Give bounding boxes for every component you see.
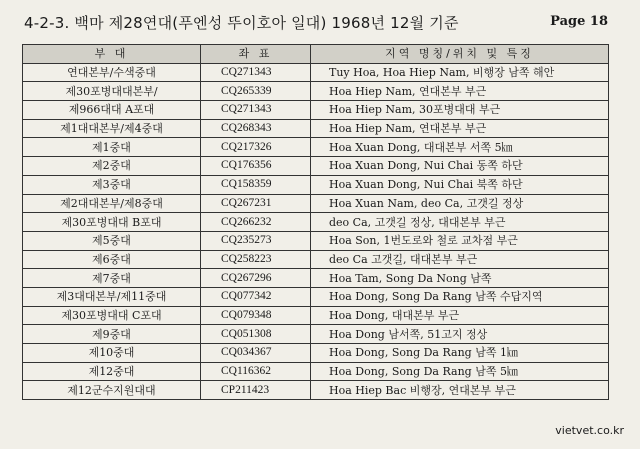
cell-location: Hoa Xuan Nam, deo Ca, 고갯길 정상	[311, 194, 609, 213]
cell-location: Hoa Xuan Dong, 대대본부 서쪽 5㎞	[311, 138, 609, 157]
cell-unit: 제10중대	[23, 344, 201, 363]
cell-coordinates: CQ051308	[201, 325, 311, 344]
cell-unit: 제5중대	[23, 231, 201, 250]
table-row	[23, 82, 609, 101]
cell-unit: 제6중대	[23, 250, 201, 269]
cell-coordinates: CQ267296	[201, 269, 311, 288]
table-row	[23, 101, 609, 120]
table-row	[23, 194, 609, 213]
cell-unit: 제1대대본부/제4중대	[23, 119, 201, 138]
cell-unit: 제30포병대대본부/	[23, 82, 201, 101]
table-row	[23, 344, 609, 363]
table-body	[23, 63, 609, 399]
cell-location: Hoa Hiep Nam, 연대본부 부근	[311, 119, 609, 138]
cell-location: Hoa Dong, Song Da Rang 남쪽 수답지역	[311, 287, 609, 306]
table-row	[23, 269, 609, 288]
cell-coordinates: CQ176356	[201, 157, 311, 176]
cell-location: Hoa Xuan Dong, Nui Chai 북쪽 하단	[311, 175, 609, 194]
table-row	[23, 138, 609, 157]
cell-location: Tuy Hoa, Hoa Hiep Nam, 비행장 남쪽 해안	[311, 63, 609, 82]
cell-unit: 제9중대	[23, 325, 201, 344]
cell-coordinates: CQ034367	[201, 344, 311, 363]
cell-unit: 제3중대	[23, 175, 201, 194]
cell-coordinates: CQ217326	[201, 138, 311, 157]
cell-coordinates: CQ258223	[201, 250, 311, 269]
cell-location: Hoa Xuan Dong, Nui Chai 동쪽 하단	[311, 157, 609, 176]
cell-coordinates: CQ265339	[201, 82, 311, 101]
table-row	[23, 250, 609, 269]
table-header-row	[23, 45, 609, 64]
cell-unit: 제12군수지원대대	[23, 381, 201, 400]
table-row	[23, 325, 609, 344]
cell-coordinates: CQ077342	[201, 287, 311, 306]
cell-coordinates: CP211423	[201, 381, 311, 400]
cell-location: Hoa Dong, Song Da Rang 남쪽 1㎞	[311, 344, 609, 363]
document-header	[24, 10, 616, 36]
section-title: 4-2-3. 백마 제28연대(푸엔성 뚜이호아 일대) 1968년 12월 기준	[24, 14, 459, 32]
cell-coordinates: CQ158359	[201, 175, 311, 194]
cell-location: Hoa Dong, Song Da Rang 남쪽 5㎞	[311, 362, 609, 381]
cell-unit: 제30포병대대 C포대	[23, 306, 201, 325]
table-row	[23, 231, 609, 250]
table-row	[23, 157, 609, 176]
cell-location: deo Ca 고갯길, 대대본부 부근	[311, 250, 609, 269]
table-row	[23, 306, 609, 325]
cell-location: Hoa Son, 1번도로와 철로 교차점 부근	[311, 231, 609, 250]
unit-location-table	[22, 44, 609, 400]
cell-coordinates: CQ268343	[201, 119, 311, 138]
cell-unit: 제1중대	[23, 138, 201, 157]
cell-unit: 제12중대	[23, 362, 201, 381]
table-row	[23, 119, 609, 138]
table-row	[23, 287, 609, 306]
table-row	[23, 175, 609, 194]
cell-unit: 제2중대	[23, 157, 201, 176]
column-header-coordinates: 좌 표	[201, 45, 311, 64]
cell-unit: 제2대대본부/제8중대	[23, 194, 201, 213]
cell-location: deo Ca, 고갯길 정상, 대대본부 부근	[311, 213, 609, 232]
cell-coordinates: CQ266232	[201, 213, 311, 232]
cell-unit: 제7중대	[23, 269, 201, 288]
column-header-location: 지역 명칭/위치 및 특징	[311, 45, 609, 64]
table-row	[23, 213, 609, 232]
cell-location: Hoa Hiep Nam, 30포병대대 부근	[311, 101, 609, 120]
cell-coordinates: CQ271343	[201, 101, 311, 120]
cell-unit: 제3대대본부/제11중대	[23, 287, 201, 306]
table-row	[23, 362, 609, 381]
cell-location: Hoa Dong 남서쪽, 51고지 정상	[311, 325, 609, 344]
table-row	[23, 63, 609, 82]
cell-location: Hoa Hiep Bac 비행장, 연대본부 부근	[311, 381, 609, 400]
table-row	[23, 381, 609, 400]
page-number: Page 18	[550, 14, 608, 29]
cell-coordinates: CQ271343	[201, 63, 311, 82]
column-header-unit: 부 대	[23, 45, 201, 64]
cell-coordinates: CQ116362	[201, 362, 311, 381]
cell-location: Hoa Hiep Nam, 연대본부 부근	[311, 82, 609, 101]
cell-unit: 제966대대 A포대	[23, 101, 201, 120]
cell-location: Hoa Dong, 대대본부 부근	[311, 306, 609, 325]
cell-unit: 연대본부/수색중대	[23, 63, 201, 82]
cell-coordinates: CQ235273	[201, 231, 311, 250]
cell-coordinates: CQ079348	[201, 306, 311, 325]
cell-location: Hoa Tam, Song Da Nong 남쪽	[311, 269, 609, 288]
cell-unit: 제30포병대대 B포대	[23, 213, 201, 232]
cell-coordinates: CQ267231	[201, 194, 311, 213]
website-watermark: vietvet.co.kr	[555, 424, 624, 437]
